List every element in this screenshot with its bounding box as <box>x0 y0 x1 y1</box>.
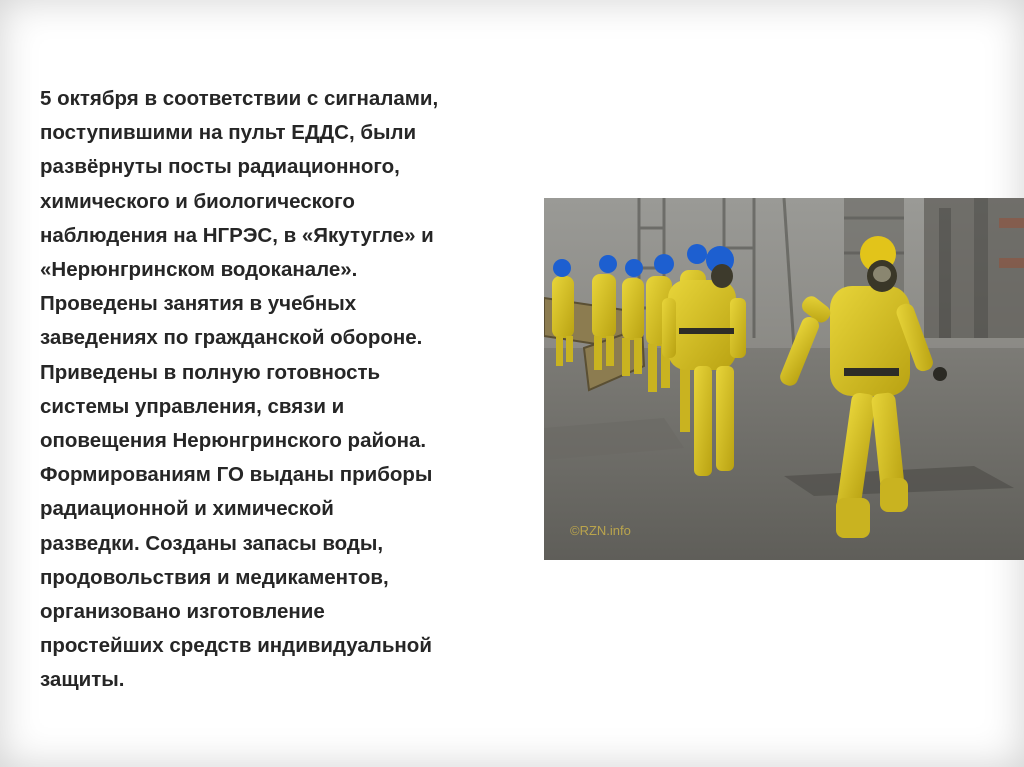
text-line: химического и биологического <box>40 189 355 213</box>
text-line: Приведены в полную готовность <box>40 360 381 384</box>
text-line: заведениях по гражданской обороне. <box>40 326 423 350</box>
text-line: системы управления, связи и <box>40 394 345 418</box>
photo-watermark: ©RZN.info <box>570 523 631 538</box>
text-line: 5 октября в соответствии с сигналами, <box>40 87 439 110</box>
text-line: Проведены занятия в учебных <box>40 292 357 316</box>
text-line: Формированиям ГО выданы приборы <box>40 463 433 487</box>
hazmat-scene-illustration <box>544 198 1024 560</box>
text-line: организовано изготовление <box>40 600 325 624</box>
text-line: защиты. <box>40 668 125 692</box>
text-line: оповещения Нерюнгринского района. <box>40 429 427 453</box>
text-line: продовольствия и медикаментов, <box>40 565 389 589</box>
text-line: развёрнуты посты радиационного, <box>40 155 400 179</box>
text-line: поступившими на пульт ЕДДС, были <box>40 121 417 145</box>
text-line: наблюдения на НГРЭС, в «Якутугле» и <box>40 223 434 247</box>
slide-body-text <box>40 82 530 698</box>
hazmat-team-photo <box>544 198 1024 560</box>
text-line: радиационной и химической <box>40 497 334 521</box>
text-line: простейших средств индивидуальной <box>40 634 432 658</box>
text-line: разведки. Созданы запасы воды, <box>40 531 384 555</box>
text-line: «Нерюнгринском водоканале». <box>40 258 358 282</box>
